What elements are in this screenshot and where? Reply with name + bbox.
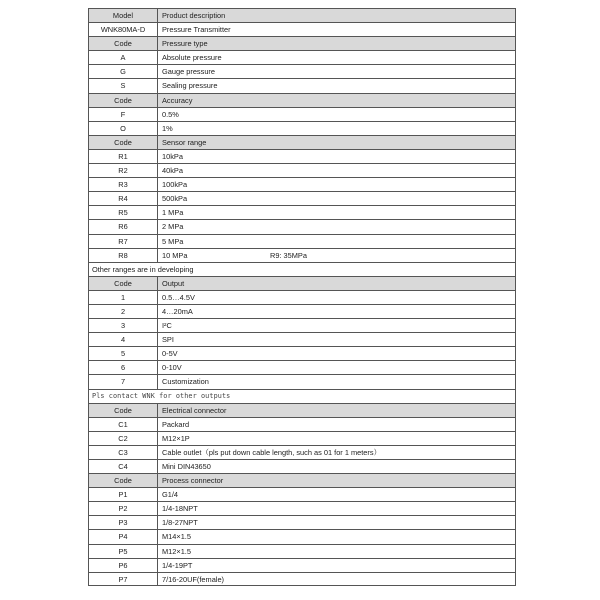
header-description-cell xyxy=(158,9,515,22)
description-text: G1/4 xyxy=(162,490,179,500)
description-cell xyxy=(158,108,515,121)
table-row xyxy=(88,459,516,473)
note-text: Pls contact WNK for other outputs xyxy=(92,391,231,400)
description-cell xyxy=(158,418,515,431)
code-cell: R1 xyxy=(89,150,158,163)
description-text: Pressure type xyxy=(162,39,208,49)
description-cell xyxy=(158,220,515,233)
code-cell: G xyxy=(89,65,158,78)
table-row xyxy=(88,346,516,360)
description-cell xyxy=(158,559,515,572)
description-cell xyxy=(158,319,515,332)
note-row xyxy=(88,389,516,403)
description-cell xyxy=(158,502,515,515)
table-row xyxy=(88,64,516,78)
description-cell xyxy=(158,361,515,374)
code-cell: P6 xyxy=(89,559,158,572)
table-header-row xyxy=(88,135,516,149)
description-text: 1/4-19PT xyxy=(162,560,193,570)
code-cell: WNK80MA-D xyxy=(89,23,158,36)
header-code-cell: Code xyxy=(89,474,158,487)
code-cell: P4 xyxy=(89,530,158,543)
code-cell: R5 xyxy=(89,206,158,219)
description-text: Mini DIN43650 xyxy=(162,462,211,471)
table-row xyxy=(88,78,516,92)
description-cell xyxy=(158,291,515,304)
description-text: 10kPa xyxy=(162,151,183,161)
description-cell xyxy=(158,65,515,78)
code-cell: C3 xyxy=(89,446,158,459)
header-code-cell: Code xyxy=(89,277,158,290)
description-cell xyxy=(158,446,515,459)
code-cell: F xyxy=(89,108,158,121)
table-header-row xyxy=(88,403,516,417)
description-cell xyxy=(158,432,515,445)
description-text: Absolute pressure xyxy=(162,53,222,63)
description-cell xyxy=(158,122,515,135)
description-text: M14×1.5 xyxy=(162,532,191,542)
description-text: 1/8-27NPT xyxy=(162,518,198,528)
description-text: Packard xyxy=(162,419,190,429)
table-row xyxy=(88,149,516,163)
header-description-cell xyxy=(158,277,515,290)
description-text: Output xyxy=(162,278,185,288)
description-text: Customization xyxy=(162,377,209,387)
description-cell xyxy=(158,545,515,558)
description-cell xyxy=(158,530,515,543)
description-text: Pressure Transmitter xyxy=(162,25,231,35)
table-row xyxy=(88,234,516,248)
header-code-cell: Code xyxy=(89,37,158,50)
code-cell: 2 xyxy=(89,305,158,318)
table-row xyxy=(88,205,516,219)
table-row xyxy=(88,487,516,501)
description-text: 2 MPa xyxy=(162,222,184,232)
description-text: 1/4-18NPT xyxy=(162,504,198,514)
table-row xyxy=(88,360,516,374)
description-text: 1% xyxy=(162,123,173,133)
description-cell xyxy=(158,249,515,262)
note-text: Other ranges are in developing xyxy=(92,264,194,274)
description-text: Electrical connector xyxy=(162,405,227,415)
description-cell xyxy=(158,51,515,64)
code-cell: P3 xyxy=(89,516,158,529)
table-row xyxy=(88,417,516,431)
model-code-table xyxy=(88,8,516,586)
table-row xyxy=(88,431,516,445)
description-cell xyxy=(158,516,515,529)
table-row xyxy=(88,177,516,191)
description-text: 1 MPa xyxy=(162,208,184,218)
header-code-cell: Code xyxy=(89,94,158,107)
description-text: 0.5…4.5V xyxy=(162,292,195,302)
description-cell xyxy=(158,23,515,36)
description-cell xyxy=(158,375,515,388)
table-row xyxy=(88,544,516,558)
description-text: 0-10V xyxy=(162,363,182,373)
description-text: Accuracy xyxy=(162,95,193,105)
code-cell: 1 xyxy=(89,291,158,304)
description-text: Sealing pressure xyxy=(162,81,218,91)
description-cell xyxy=(158,235,515,248)
code-cell: R7 xyxy=(89,235,158,248)
description-cell xyxy=(158,79,515,92)
note-row xyxy=(88,262,516,276)
header-description-cell xyxy=(158,94,515,107)
code-cell: R6 xyxy=(89,220,158,233)
code-cell: O xyxy=(89,122,158,135)
code-cell: C1 xyxy=(89,418,158,431)
code-cell: 6 xyxy=(89,361,158,374)
description-text: M12×1.5 xyxy=(162,546,191,556)
description-text: SPI xyxy=(162,335,174,345)
extra-range-text: R9: 35MPa xyxy=(270,250,307,260)
header-code-cell: Code xyxy=(89,136,158,149)
code-cell: R4 xyxy=(89,192,158,205)
table-row xyxy=(88,304,516,318)
table-row xyxy=(88,121,516,135)
header-code-cell: Code xyxy=(89,404,158,417)
description-text: M12×1P xyxy=(162,433,190,443)
table-row xyxy=(88,219,516,233)
description-text: 4…20mA xyxy=(162,306,193,316)
description-text: 100kPa xyxy=(162,180,188,190)
description-text: 5 MPa xyxy=(162,236,184,246)
description-cell xyxy=(158,460,515,473)
code-cell: R2 xyxy=(89,164,158,177)
table-header-row xyxy=(88,276,516,290)
code-cell: 5 xyxy=(89,347,158,360)
code-cell: P5 xyxy=(89,545,158,558)
table-header-row xyxy=(88,36,516,50)
table-row xyxy=(88,501,516,515)
table-row xyxy=(88,374,516,388)
code-cell: A xyxy=(89,51,158,64)
description-text: 7/16-20UF(female) xyxy=(162,574,225,584)
table-row xyxy=(88,318,516,332)
header-description-cell xyxy=(158,474,515,487)
table-row xyxy=(88,50,516,64)
description-text: 0.5% xyxy=(162,109,179,119)
description-cell xyxy=(158,164,515,177)
code-cell: P1 xyxy=(89,488,158,501)
description-cell xyxy=(158,192,515,205)
table-header-row xyxy=(88,473,516,487)
table-row xyxy=(88,572,516,586)
description-cell xyxy=(158,178,515,191)
description-text: 500kPa xyxy=(162,194,188,204)
table-row xyxy=(88,191,516,205)
code-cell: C4 xyxy=(89,460,158,473)
table-row xyxy=(88,445,516,459)
table-row xyxy=(88,290,516,304)
description-cell xyxy=(158,305,515,318)
description-text: Product description xyxy=(162,11,226,20)
code-cell: P2 xyxy=(89,502,158,515)
table-row xyxy=(88,22,516,36)
code-cell: P7 xyxy=(89,573,158,585)
table-header-row xyxy=(88,93,516,107)
description-text: Gauge pressure xyxy=(162,67,215,77)
table-row xyxy=(88,248,516,262)
code-cell: 3 xyxy=(89,319,158,332)
table-row xyxy=(88,163,516,177)
description-cell xyxy=(158,347,515,360)
table-row xyxy=(88,558,516,572)
description-text: 40kPa xyxy=(162,166,183,176)
code-cell: 7 xyxy=(89,375,158,388)
code-cell: C2 xyxy=(89,432,158,445)
description-cell xyxy=(158,206,515,219)
code-cell: R3 xyxy=(89,178,158,191)
table-row xyxy=(88,529,516,543)
description-cell xyxy=(158,333,515,346)
table-row xyxy=(88,515,516,529)
description-text: Process connector xyxy=(162,476,224,486)
description-text: Cable outlet（pls put down cable length, such as 01 for 1 meters） xyxy=(162,447,381,457)
table-header-row xyxy=(88,8,516,22)
description-cell xyxy=(158,488,515,501)
header-code-cell: Model xyxy=(89,9,158,22)
header-description-cell xyxy=(158,136,515,149)
header-description-cell xyxy=(158,404,515,417)
description-text: 0-5V xyxy=(162,349,178,359)
description-text: I²C xyxy=(162,321,172,331)
table-row xyxy=(88,107,516,121)
table-row xyxy=(88,332,516,346)
description-cell xyxy=(158,150,515,163)
header-description-cell xyxy=(158,37,515,50)
description-text: Sensor range xyxy=(162,137,207,147)
code-cell: R8 xyxy=(89,249,158,262)
code-cell: 4 xyxy=(89,333,158,346)
code-cell: S xyxy=(89,79,158,92)
description-text: 10 MPa xyxy=(162,250,188,260)
description-cell xyxy=(158,573,515,585)
